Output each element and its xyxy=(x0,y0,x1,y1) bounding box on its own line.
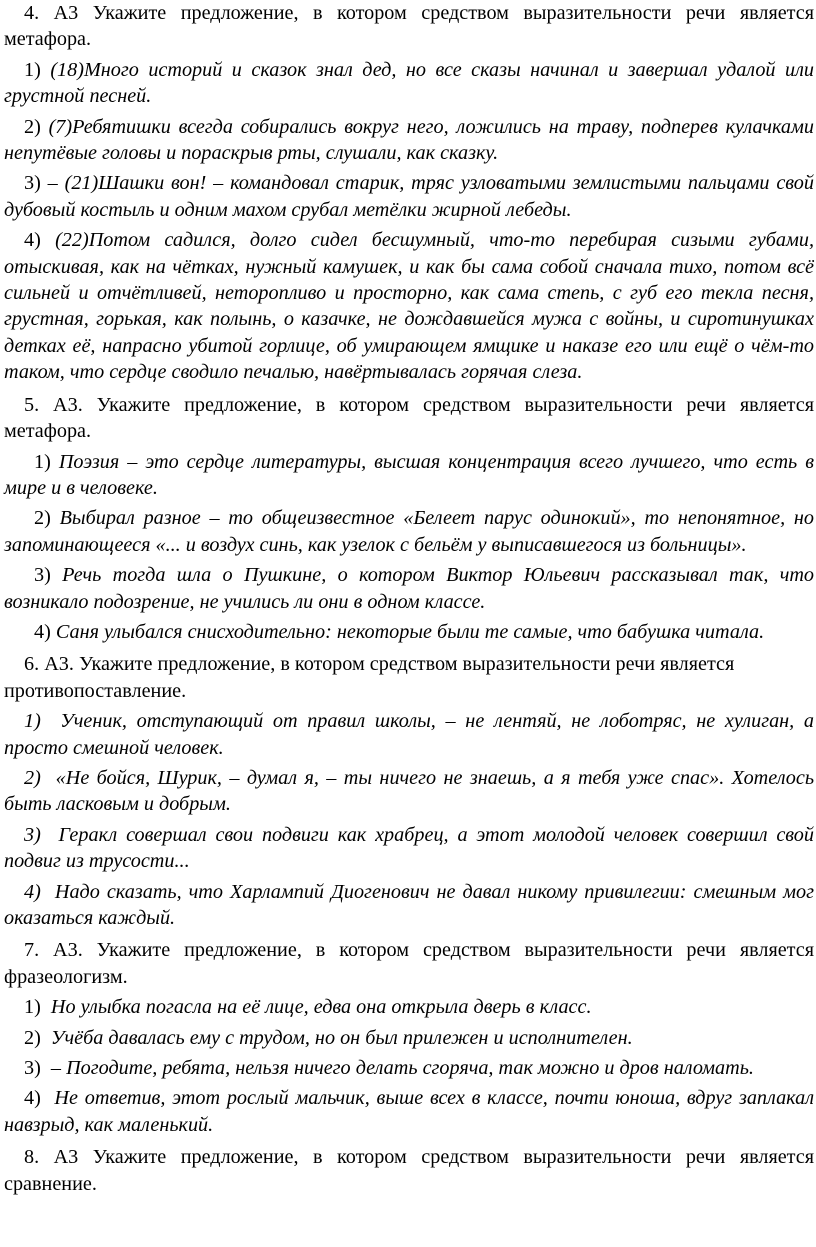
question-4-option-3 xyxy=(4,170,814,223)
question-7-option-3 xyxy=(4,1055,814,1081)
question-6-header-continued: противопоставление. xyxy=(4,679,187,702)
option-text: Учёба давалась ему с трудом, но он был прилежен и исполнителен. xyxy=(50,1026,633,1049)
option-number: 1) xyxy=(24,710,41,733)
question-6-option-4 xyxy=(4,879,814,932)
option-text: Надо сказать, что Харлампий Диогенович не давал никому привилегии: смешным мог оказаться каждый. xyxy=(4,880,814,929)
option-number: 2) xyxy=(24,1026,41,1049)
question-4-option-2 xyxy=(4,114,814,167)
option-text: Саня улыбался снисходительно: некоторые были те самые, что бабушка читала. xyxy=(55,620,765,643)
question-7-header: 7. А3. Укажите предложение, в котором средством выразительности речи является фразеологизм. xyxy=(4,939,814,988)
question-4-option-1 xyxy=(4,57,814,110)
option-number: 4) xyxy=(34,620,51,643)
option-number: 3) xyxy=(24,823,41,846)
question-7-option-1 xyxy=(4,994,814,1020)
option-text: (7)Ребятишки всегда собирались вокруг него, ложились на траву, подперев кулачками непутёвые головы и пораскрыв рты, слушали, как сказку. xyxy=(4,115,814,165)
option-number: 2) xyxy=(24,766,41,789)
option-text: Ученик, отступающий от правил школы, – не лентяй, не лоботряс, не хулиган, а просто смешной человек. xyxy=(4,710,815,759)
question-5-option-1 xyxy=(4,449,814,502)
option-number: 4) xyxy=(24,1087,41,1110)
option-text: (22)Потом садился, долго сидел бесшумный, что-то перебирая сизыми губами, отыскивая, как на чётках, нужный камушек, и как бы сама собой сначала тихо, потом всё сильней и отчётливей, неторопливо и просторно, как сама степь, с губ его текла песня, грустная, горькая, как полынь, о казачке, не дождавшейся мужа с войны, и сиротинушках детках её, напрасно убитой горлице, об умирающем ямщике и наказе его или ещё о чём-то таком, что сердце сводило печалью, навёртывалась горячая слеза. xyxy=(4,229,814,384)
option-text: Но улыбка погасла на её лице, едва она открыла дверь в класс. xyxy=(50,996,592,1019)
option-number: 1) xyxy=(24,996,41,1019)
option-text: – (21)Шашки вон! – командовал старик, тряс узловатыми землистыми пальцами свой дубовый костыль и одним махом срубал метёлки жирной лебеды. xyxy=(4,172,814,221)
option-text: Геракл совершал свои подвиги как храбрец, а этот молодой человек совершил свой подвиг из трусости... xyxy=(4,823,814,873)
option-text: – Погодите, ребята, нельзя ничего делать сгоряча, так можно и дров наломать. xyxy=(50,1057,754,1080)
question-5-option-3 xyxy=(4,562,814,615)
question-7-option-4 xyxy=(4,1085,814,1138)
question-6-option-1 xyxy=(4,708,814,761)
option-text: Выбирал разное – то общеизвестное «Белеет парус одинокий», то непонятное, но запоминающееся «... и воздух синь, как узелок с бельём у выписавшегося из больницы». xyxy=(4,507,815,556)
question-8-header: 8. А3 Укажите предложение, в котором средством выразительности речи является сравнение. xyxy=(4,1146,814,1195)
question-7-option-2 xyxy=(4,1025,814,1051)
option-number: 2) xyxy=(24,115,41,138)
option-number: 4) xyxy=(24,229,41,252)
option-text: Речь тогда шла о Пушкине, о котором Виктор Юльевич рассказывал так, что возникало подозрение, не учились ли они в одном классе. xyxy=(4,564,815,613)
question-5-option-4 xyxy=(4,619,814,645)
question-4-header: 4. А3 Укажите предложение, в котором средством выразительности речи является метафора. xyxy=(4,2,814,51)
question-4-option-4 xyxy=(4,227,814,385)
option-text: (18)Много историй и сказок знал дед, но все сказы начинал и завершал удалой или грустной песней. xyxy=(4,58,814,108)
question-6-header: 6. А3. Укажите предложение, в котором средством выразительности речи является xyxy=(24,653,735,676)
question-5-option-2 xyxy=(4,505,814,558)
option-number: 3) xyxy=(24,172,41,195)
option-number: 3) xyxy=(24,1057,41,1080)
option-number: 1) xyxy=(24,58,41,81)
option-number: 2) xyxy=(34,507,51,530)
question-6-option-3 xyxy=(4,822,814,875)
question-6-option-2 xyxy=(4,765,814,818)
option-text: «Не бойся, Шурик, – думал я, – ты ничего не знаешь, а я тебя уже спас». Хотелось быть ласковым и добрым. xyxy=(4,766,815,816)
option-number: 1) xyxy=(34,450,51,473)
option-number: 4) xyxy=(24,880,41,903)
question-5-header: 5. А3. Укажите предложение, в котором средством выразительности речи является метафора. xyxy=(4,393,814,443)
option-text: Не ответив, этот рослый мальчик, выше всех в классе, почти юноша, вдруг заплакал навзрыд, как маленький. xyxy=(4,1087,815,1136)
option-text: Поэзия – это сердце литературы, высшая концентрация всего лучшего, что есть в мире и в человеке. xyxy=(4,450,814,499)
option-number: 3) xyxy=(34,564,51,587)
